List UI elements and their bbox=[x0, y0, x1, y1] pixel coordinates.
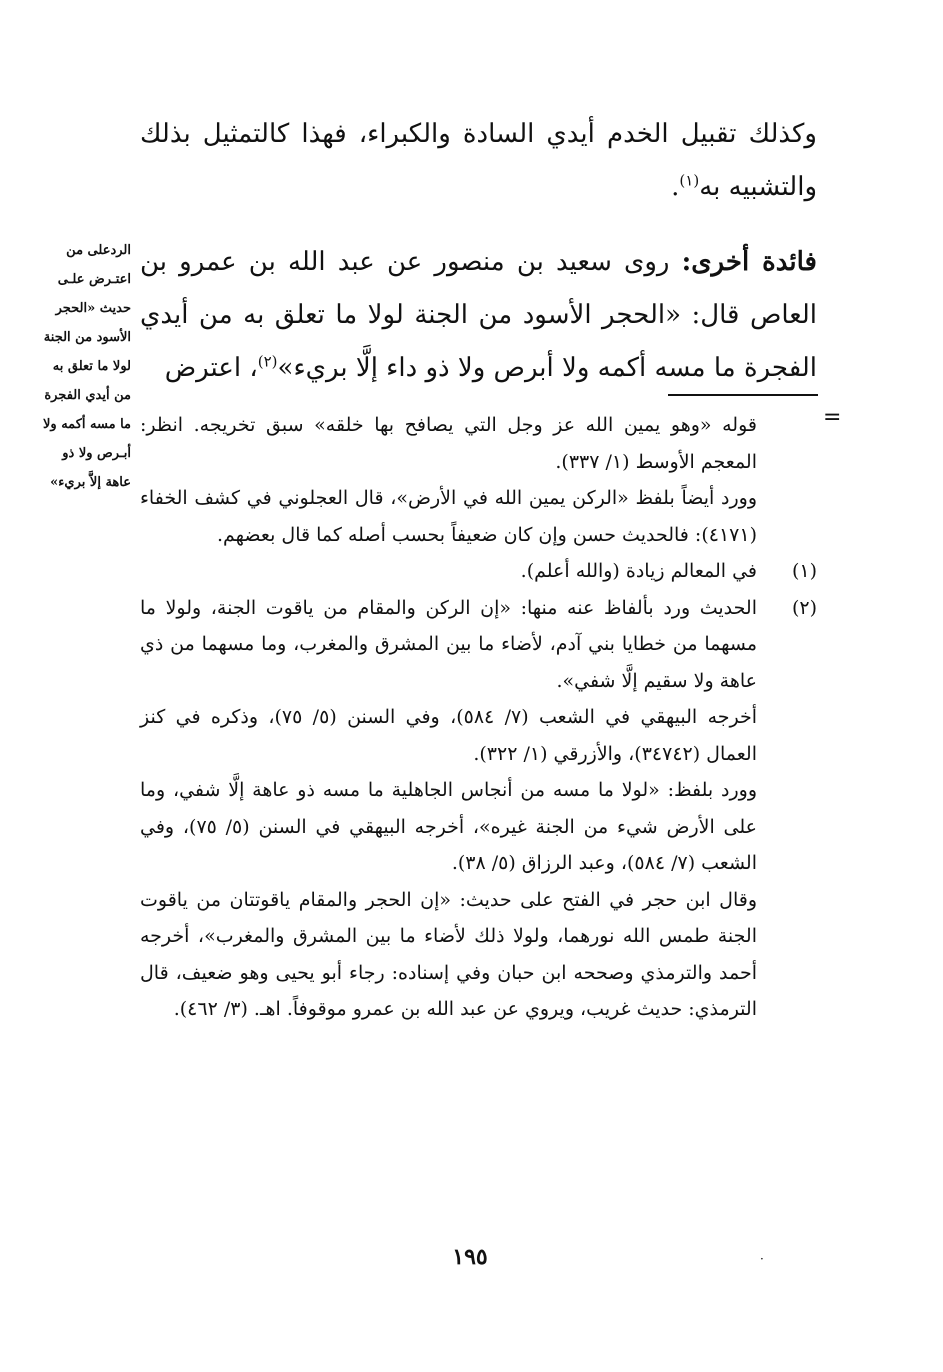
continuation-mark: = bbox=[823, 405, 842, 430]
footnote-2 bbox=[140, 590, 817, 700]
footnote-text: وقال ابن حجر في الفتح على حديث: «إن الحجر والمقام ياقوتتان من ياقوت الجنة طمس الله نورهما، ولولا ذلك لأضاء ما بين المشرق والمغرب»، أخرجه أحمد والترمذي وصححه ابن حبان وفي إسناده: رجاء أبو يحيى وهو ضعيف، قال الترمذي: حديث غريب، ويروي عن عبد الله بن عمرو موقوفاً. اهـ. (٣/ ٤٦٢). bbox=[140, 888, 757, 1020]
margin-note bbox=[31, 236, 131, 497]
paragraph-1: وكذلك تقبيل الخدم أيدي السادة والكبراء، فهذا كالتمثيل بذلك والتشبيه به$^{(١)}$. bbox=[140, 119, 817, 202]
footnote-text: وورد بلفظ: «لولا ما مسه من أنجاس الجاهلية ما مسه ذو عاهة إلَّا شفي، وما على الأرض شيء من الجنة غيره»، أخرجه البيهقي في السنن (٥/ ٧٥)، وفي الشعب (٧/ ٥٨٤)، وعبد الرزاق (٥/ ٣٨). bbox=[140, 779, 757, 874]
footnote-ref-2[interactable]: (٢) bbox=[257, 352, 278, 371]
margin-note-line: الأسود من الجنة bbox=[43, 330, 131, 345]
margin-note-line: لولا ما تعلق به bbox=[52, 359, 131, 374]
footnote-continuation: وورد أيضاً بلفظ «الركن يمين الله في الأرض»، قال العجلوني في كشف الخفاء (٤١٧١): فالحديث حسن وإن كان ضعيفاً بحسب أصله كما قال بعضهم. bbox=[140, 487, 757, 546]
margin-note-line: أبـرص ولا ذو bbox=[62, 446, 131, 461]
footnote-continuation: قوله «وهو يمين الله عز وجل التي يصافح بها خلقه» سبق تخريجه. انظر: المعجم الأوسط (١/ ٣٣٧). bbox=[140, 414, 757, 473]
margin-note-line: اعتـرض علـى bbox=[57, 272, 131, 287]
footnote-ref-1[interactable]: (١) bbox=[679, 171, 700, 190]
footnote-1 bbox=[140, 553, 817, 590]
footnote-separator bbox=[668, 394, 818, 396]
footnote-number: (٢) bbox=[791, 596, 817, 619]
footnote-text: أخرجه البيهقي في الشعب (٧/ ٥٨٤)، وفي السنن (٥/ ٧٥)، وذكره في كنز العمال (٣٤٧٤٢)، والأزرقي (١/ ٣٢٢). bbox=[140, 706, 758, 765]
footnote-number: (١) bbox=[791, 560, 817, 582]
section-lead: فائدة أخرى: bbox=[681, 247, 817, 277]
footnote-text: الحديث ورد بألفاظ عنه منها: «إن الركن والمقام من ياقوت الجنة، ولولا ما مسهما من خطايا بني آدم، لأضاء ما بين المشرق والمغرب، وما مسهما من ذي عاهة ولا سقيم إلَّا شفي». bbox=[140, 596, 757, 692]
footnote-text: في المعالم زيادة (والله أعلم). bbox=[520, 560, 757, 582]
margin-note-line: الردعلى من bbox=[66, 243, 131, 258]
paragraph-2: فائدة أخرى: روى سعيد بن منصور عن عبد الله بن عمرو بن العاص قال: «الحجر الأسود من الجنة لولا ما تعلق به من أيدي الفجرة ما مسه أكمه ولا أبرص ولا ذو داء إلَّا بريء»$^{(٢)}$، اعترض bbox=[140, 247, 817, 383]
margin-note-line: ما مسه أكمه ولا bbox=[42, 417, 131, 432]
main-text bbox=[140, 108, 817, 395]
margin-note-line: من أيدي الفجرة bbox=[44, 388, 131, 403]
margin-note-line: حديث «الحجر bbox=[55, 301, 131, 316]
footnotes bbox=[140, 407, 817, 1028]
speck: · bbox=[760, 1252, 764, 1266]
page-number: ١٩٥ bbox=[452, 1244, 488, 1270]
margin-note-line: عاهة إلاَّ بريء» bbox=[50, 475, 131, 490]
